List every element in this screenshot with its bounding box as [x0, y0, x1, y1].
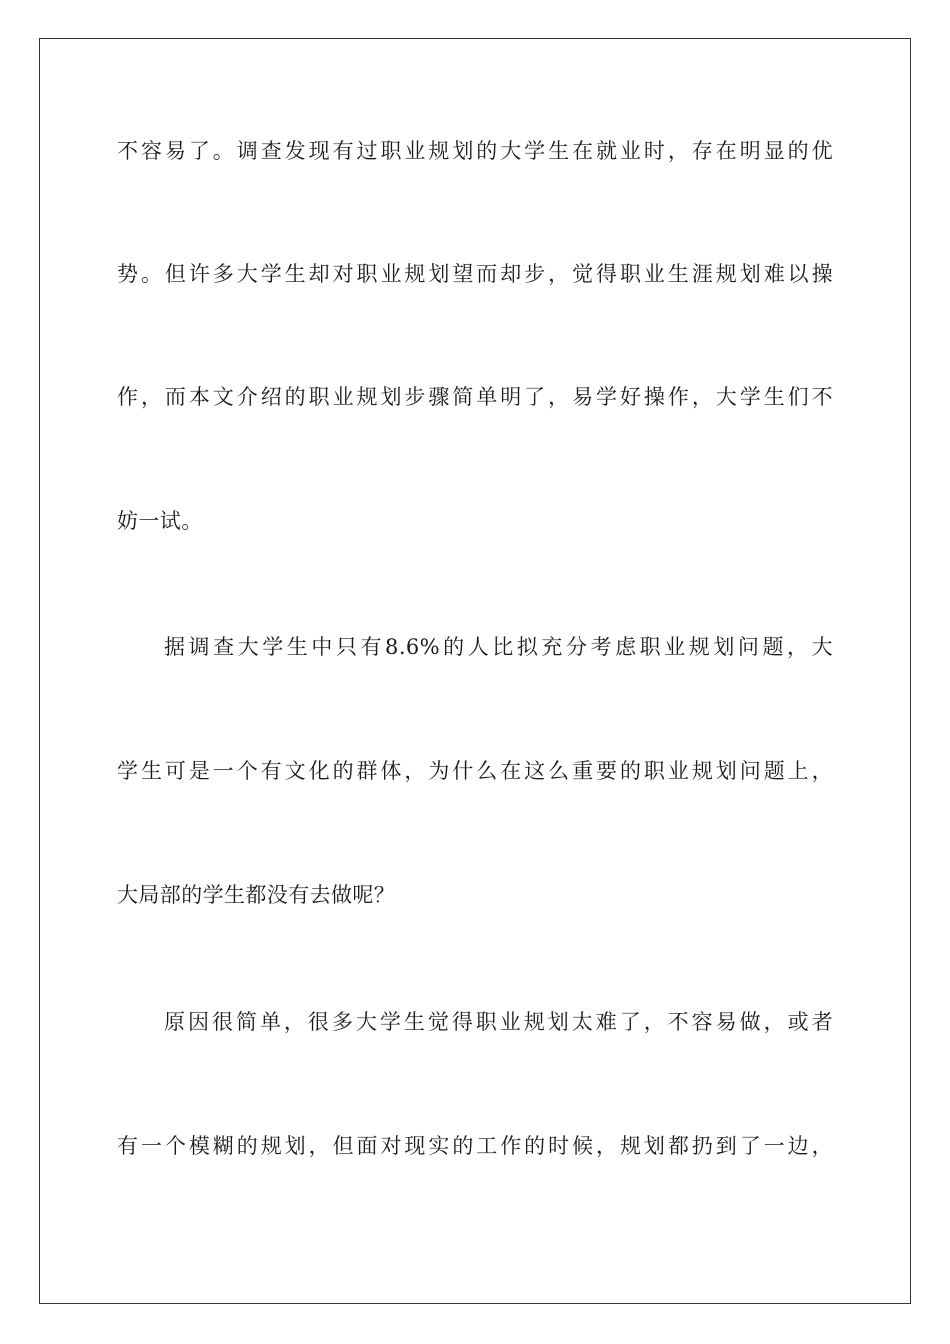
paragraph-2-line-3: 大局部的学生都没有去做呢？ [117, 883, 396, 907]
paragraph-3-line-2: 有一个模糊的规划，但面对现实的工作的时候，规划都扔到了一边， [117, 1134, 833, 1158]
page-border [39, 38, 911, 1304]
paragraph-1-line-1: 不容易了。调查发现有过职业规划的大学生在就业时，存在明显的优 [117, 139, 833, 163]
paragraph-1-line-3: 作，而本文介绍的职业规划步骤简单明了，易学好操作，大学生们不 [117, 385, 833, 409]
paragraph-2-line-2: 学生可是一个有文化的群体，为什么在这么重要的职业规划问题上， [117, 759, 833, 783]
paragraph-1-line-2: 势。但许多大学生却对职业规划望而却步，觉得职业生涯规划难以操 [117, 262, 833, 286]
paragraph-1-line-4: 妨一试。 [117, 509, 203, 533]
paragraph-2-line-1: 据调查大学生中只有8.6%的人比拟充分考虑职业规划问题，大 [164, 635, 833, 659]
paragraph-3-line-1: 原因很简单，很多大学生觉得职业规划太难了，不容易做，或者 [164, 1010, 833, 1034]
